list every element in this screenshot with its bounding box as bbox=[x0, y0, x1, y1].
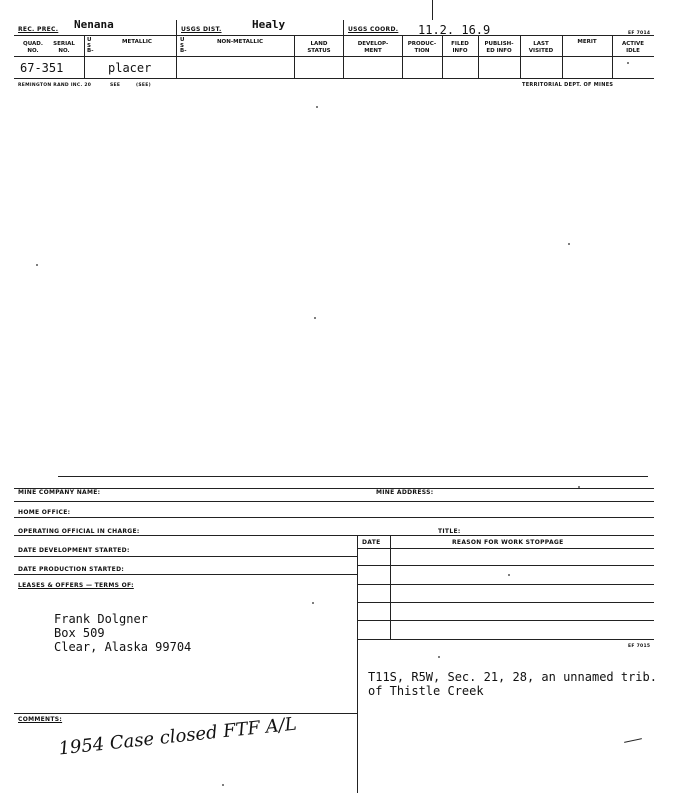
title-label: TITLE: bbox=[438, 528, 461, 535]
date-development-started-label: DATE DEVELOPMENT STARTED: bbox=[18, 547, 130, 554]
header-usb-a: U S B- bbox=[87, 37, 94, 54]
scan-mark bbox=[624, 738, 642, 743]
metallic-value: placer bbox=[108, 61, 152, 75]
scan-speck bbox=[36, 264, 38, 266]
scan-speck bbox=[438, 656, 440, 658]
location-line-2: of Thistle Creek bbox=[368, 684, 484, 698]
footer-printer: REMINGTON RAND INC. 20 bbox=[18, 83, 92, 88]
date-production-started-label: DATE PRODUCTION STARTED: bbox=[18, 566, 125, 573]
header-usb-b: U S B- bbox=[180, 37, 187, 54]
owner-box: Box 509 bbox=[54, 626, 105, 640]
scan-speck bbox=[568, 243, 570, 245]
form-number-top: EF 7014 bbox=[628, 31, 651, 36]
header-production: PRODUC- TION bbox=[407, 41, 437, 54]
usgs-dist-value: Healy bbox=[252, 18, 286, 31]
comments-handwritten: 1954 Case closed FTF A/L bbox=[57, 713, 298, 760]
home-office-label: HOME OFFICE: bbox=[18, 509, 71, 516]
tick-mark bbox=[432, 0, 433, 20]
header-quad-no: QUAD. NO. bbox=[23, 41, 43, 54]
leases-offers-label: LEASES & OFFERS — TERMS OF: bbox=[18, 582, 134, 589]
scan-speck bbox=[508, 574, 510, 576]
comments-label: COMMENTS: bbox=[18, 716, 63, 723]
date-header: DATE bbox=[362, 539, 381, 546]
header-active-idle: ACTIVE IDLE bbox=[621, 41, 645, 54]
header-last-visited: LAST VISITED bbox=[528, 41, 554, 54]
quad-serial-value: 67-351 bbox=[20, 61, 64, 75]
header-development: DEVELOP- MENT bbox=[357, 41, 389, 54]
operating-official-label: OPERATING OFFICIAL IN CHARGE: bbox=[18, 528, 140, 535]
reason-header: REASON FOR WORK STOPPAGE bbox=[452, 539, 564, 546]
scan-speck bbox=[578, 486, 580, 488]
usgs-coord-value: 11.2. 16.9 bbox=[418, 23, 491, 37]
mine-address-label: MINE ADDRESS: bbox=[376, 489, 434, 496]
header-filed-info: FILED INFO bbox=[451, 41, 469, 54]
footer-code-b: (SEE) bbox=[136, 83, 152, 88]
header-published-info: PUBLISH- ED INFO bbox=[484, 41, 514, 54]
footer-territorial: TERRITORIAL DEPT. OF MINES bbox=[522, 82, 614, 88]
rec-prec-value: Nenana bbox=[74, 18, 114, 31]
scan-speck bbox=[627, 62, 629, 64]
owner-city: Clear, Alaska 99704 bbox=[54, 640, 192, 654]
header-land-status: LAND STATUS bbox=[307, 41, 331, 54]
scan-speck bbox=[222, 784, 224, 786]
scan-speck bbox=[312, 602, 314, 604]
usgs-dist-label: USGS DIST. bbox=[181, 26, 222, 33]
header-merit: MERIT bbox=[577, 39, 597, 45]
usgs-coord-label: USGS COORD. bbox=[348, 26, 399, 33]
header-metallic: METALLIC bbox=[122, 39, 152, 45]
location-line-1: T11S, R5W, Sec. 21, 28, an unnamed trib. bbox=[368, 670, 657, 684]
owner-name: Frank Dolgner bbox=[54, 612, 148, 626]
header-non-metallic: NON-METALLIC bbox=[216, 39, 264, 45]
scan-speck bbox=[314, 317, 316, 319]
footer-code-a: SEE bbox=[110, 83, 121, 88]
form-number-bottom: EF 7015 bbox=[628, 644, 651, 649]
rec-prec-label: REC. PREC. bbox=[18, 26, 59, 33]
header-serial-no: SERIAL NO. bbox=[53, 41, 75, 54]
scan-speck bbox=[316, 106, 318, 108]
mine-company-name-label: MINE COMPANY NAME: bbox=[18, 489, 101, 496]
